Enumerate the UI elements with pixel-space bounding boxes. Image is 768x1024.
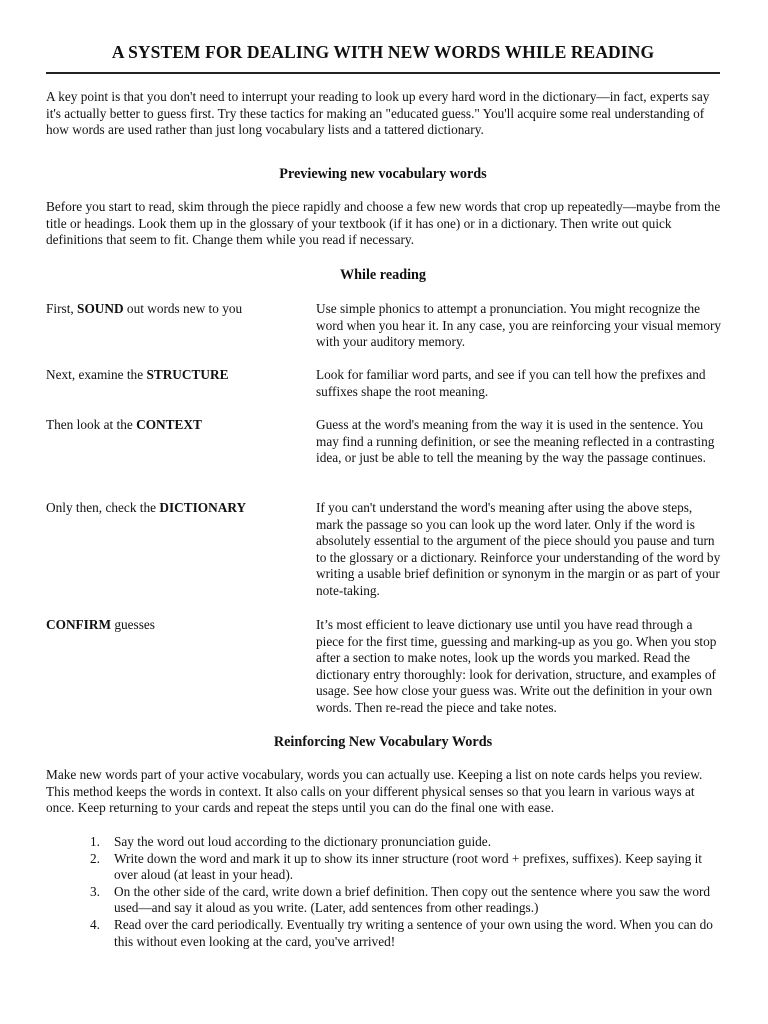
step-text-context: Guess at the word's meaning from the way it is used in the sentence. You may find a running definition, or see the meaning reflected in a contrasting idea, or just be able to tell the meaning by the way the passage continues. — [316, 417, 715, 466]
step-keyword: CONTEXT — [136, 417, 202, 432]
step-label-prefix: Then look at the — [46, 417, 137, 432]
step-keyword: DICTIONARY — [159, 500, 247, 515]
previewing-paragraph: Before you start to read, skim through the piece rapidly and choose a few new words that crop up repeatedly—maybe from the title or headings. Look them up in the glossary of your textbook (if it has one) or in a dictionary. Then write out quick definitions that seem to fit. Change them while you read if necessary. — [46, 199, 721, 248]
title-rule — [46, 72, 720, 74]
list-item — [90, 883, 724, 917]
step-keyword: STRUCTURE — [146, 367, 229, 382]
step-keyword: SOUND — [77, 301, 124, 316]
heading-while-reading: While reading — [339, 267, 427, 283]
list-number: 3. — [90, 883, 100, 899]
step-text-confirm: It’s most efficient to leave dictionary use until you have read through a piece for the first time, guessing and marking-up as you go. When you stop after a section to make notes, look up the words you marked. Read the dictionary entry thoroughly: look for derivation, structure, and examples of usage. See how close your guess was. Write out the definition in your own words. Then re-read the piece and take notes. — [316, 617, 717, 715]
step-label-suffix: guesses — [111, 617, 155, 632]
heading-reinforcing: Reinforcing New Vocabulary Words — [273, 734, 493, 750]
step-label-confirm — [46, 617, 304, 634]
list-item — [90, 834, 724, 851]
list-item — [90, 916, 724, 950]
list-number: 2. — [90, 850, 100, 866]
step-keyword: CONFIRM — [46, 617, 111, 632]
heading-previewing: Previewing new vocabulary words — [279, 166, 487, 182]
step-label-prefix: First, — [46, 301, 78, 316]
step-text-dictionary: If you can't understand the word's meaning after using the above steps, mark the passage so you can look up the word later. Only if the word is absolutely essential to the argument of the piece should you pause and turn to the glossary or a dictionary. Reinforce your understanding of the word by writing a usable brief definition or synonym in the margin or as part of your note-taking. — [316, 500, 721, 598]
list-item — [90, 850, 724, 884]
step-label-prefix: Next, examine the — [46, 367, 147, 382]
step-label-context — [46, 417, 304, 434]
reinforcing-steps-list — [90, 834, 724, 950]
list-text: On the other side of the card, write down a brief definition. Then copy out the sentence where you saw the word used—and say it aloud as you write. (Later, add sentences from other readings.) — [114, 883, 711, 916]
intro-paragraph: A key point is that you don't need to interrupt your reading to look up every hard word in the dictionary—in fact, experts say it's actually better to guess first. Try these tactics for making an "educated guess." You'll acquire some real understanding of how words are used rather than just long vocabulary lists and a tattered dictionary. — [46, 89, 710, 138]
list-text: Read over the card periodically. Eventually try writing a sentence of your own using the word. When you can do this without even looking at the card, you've arrived! — [114, 916, 713, 949]
step-label-sound — [46, 301, 304, 318]
reinforcing-paragraph: Make new words part of your active vocabulary, words you can actually use. Keeping a list on note cards helps you review. This method keeps the words in context. It also calls on your different physical senses so that you learn in various ways at once. Keep returning to your cards and repeat the steps until you can do the final one with ease. — [46, 767, 703, 816]
step-label-suffix: out words new to you — [123, 301, 243, 316]
step-label-prefix: Only then, check the — [46, 500, 160, 515]
step-text-sound: Use simple phonics to attempt a pronunciation. You might recognize the word when you hear it. In any case, you are reinforcing your visual memory with your auditory memory. — [316, 301, 722, 350]
step-text-structure: Look for familiar word parts, and see if you can tell how the prefixes and suffixes shape the root meaning. — [316, 367, 706, 399]
list-number: 1. — [90, 834, 100, 849]
step-label-structure — [46, 367, 304, 384]
page-title: A SYSTEM FOR DEALING WITH NEW WORDS WHILE READING — [111, 42, 655, 62]
list-text: Write down the word and mark it up to show its inner structure (root word + prefixes, suffixes). Keep saying it over aloud (at least in your head). — [114, 850, 702, 883]
list-number: 4. — [90, 916, 100, 932]
list-text: Say the word out loud according to the dictionary pronunciation guide. — [114, 834, 492, 849]
step-label-dictionary — [46, 500, 304, 517]
